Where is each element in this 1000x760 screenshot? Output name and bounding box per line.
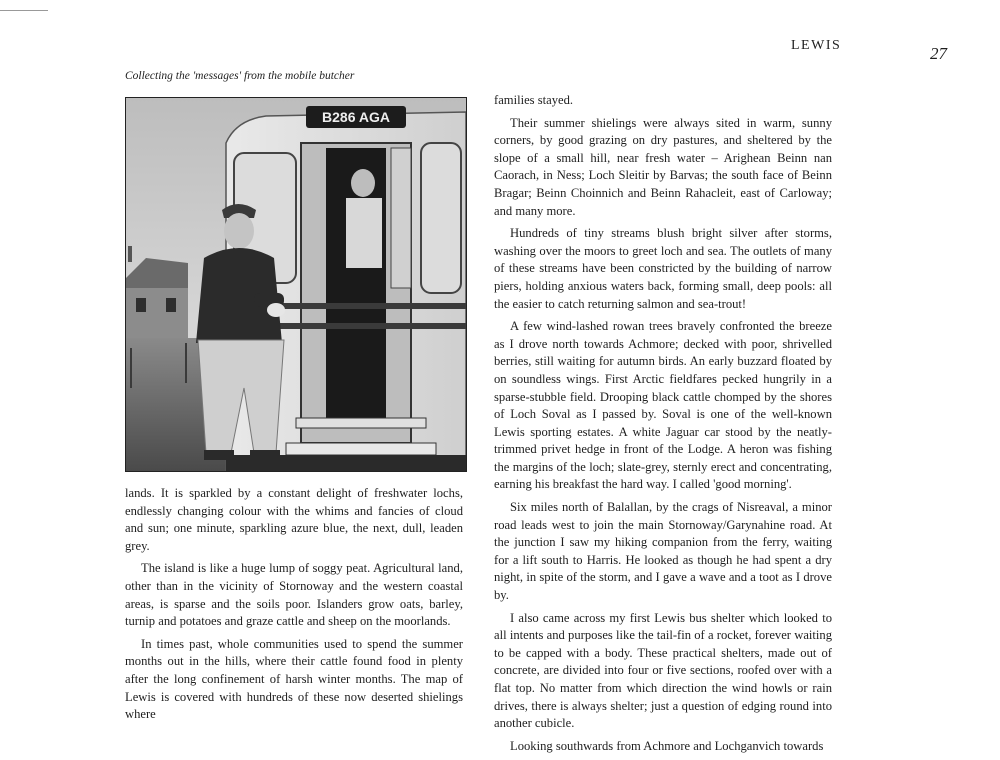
paragraph: lands. It is sparkled by a constant delight of freshwater lochs, endlessly changing colour with the whims and fancies of cloud and sun; one minute, sparkling azure blue, the next, dull, leaden grey. [125,486,463,553]
top-edge-rule [0,10,48,11]
paragraph: Looking southwards from Achmore and Lochganvich towards [510,738,824,753]
number-plate: B286 AGA [322,109,390,125]
paragraph: A few wind-lashed rowan trees bravely confronted the breeze as I drove north towards Achmore; decked with poor, shrivelled berries, still waiting for autumn birds. An early buzzard floated by on soundless wings. First Arctic fieldfares pecked hungrily in a sparse-stubble field. Drooping black cattle chomped by the shores of Loch Soval as I passed by. Soval is one of the well-known Lewis sporting estates. A white Jaguar car stood by the neatly-trimmed privet hedge in front of the Lodge. A heron was fishing the margins of the loch; slate-grey, sternly erect and concentrating, earning his breakfast the hard way. I called 'good morning'. [494,319,832,492]
running-head: LEWIS [791,38,842,53]
page-number: 27 [930,44,947,63]
left-column-text [125,485,463,729]
figure-caption: Collecting the 'messages' from the mobile butcher [125,70,355,82]
paragraph: Their summer shielings were always sited in warm, sunny corners, by good grazing on dry pastures, and sheltered by the slope of a small hill, near fresh water – Arighean Beinn nan Caorach, in Ness; Loch Sleitir by Barvas; the south face of Beinn Bragar; Beinn Choinnich and Beinn Rahacleit, east of Carloway; and many more. [494,115,832,218]
paragraph: Six miles north of Balallan, by the crags of Nisreaval, a minor road leads west to join the main Stornoway/Garynahine road. At the junction I saw my hiking companion from the ferry, waiting for a lift south to Harris. He looked as though he had spent a dry night, in spite of the storm, and I gave a wave and a toot as I drove by. [494,500,832,603]
right-column-text [494,92,832,760]
photograph-mobile-butcher [125,97,467,472]
paragraph: In times past, whole communities used to spend the summer months out in the hills, where their cattle found food in plenty after the long confinement of harsh winter months. The map of Lewis is covered with hundreds of these now deserted shielings where [125,636,463,722]
paragraph: Hundreds of tiny streams blush bright silver after storms, washing over the moors to greet loch and sea. The outlets of many of these streams have been constricted by the building of narrow piers, holding anxious waters back, forming small, deep pools: all the easier to catch returning salmon and sea-trout! [494,226,832,311]
paragraph: I also came across my first Lewis bus shelter which looked to all intents and purposes like the tail-fin of a rocket, forever waiting to be capped with a body. These practical shelters, made out of concrete, are divided into four or five sections, roofed over with a flat top. No matter from which direction the wind howls or rain drives, there is always shelter; just a question of edging round into another cubicle. [494,610,832,731]
paragraph: The island is like a huge lump of soggy peat. Agricultural land, other than in the vicinity of Stornoway and the western coastal areas, is sparse and the soils poor. Islanders grow oats, barley, turnip and potatoes and graze cattle and sheep on the moorlands. [125,561,463,629]
paragraph: families stayed. [494,93,574,107]
